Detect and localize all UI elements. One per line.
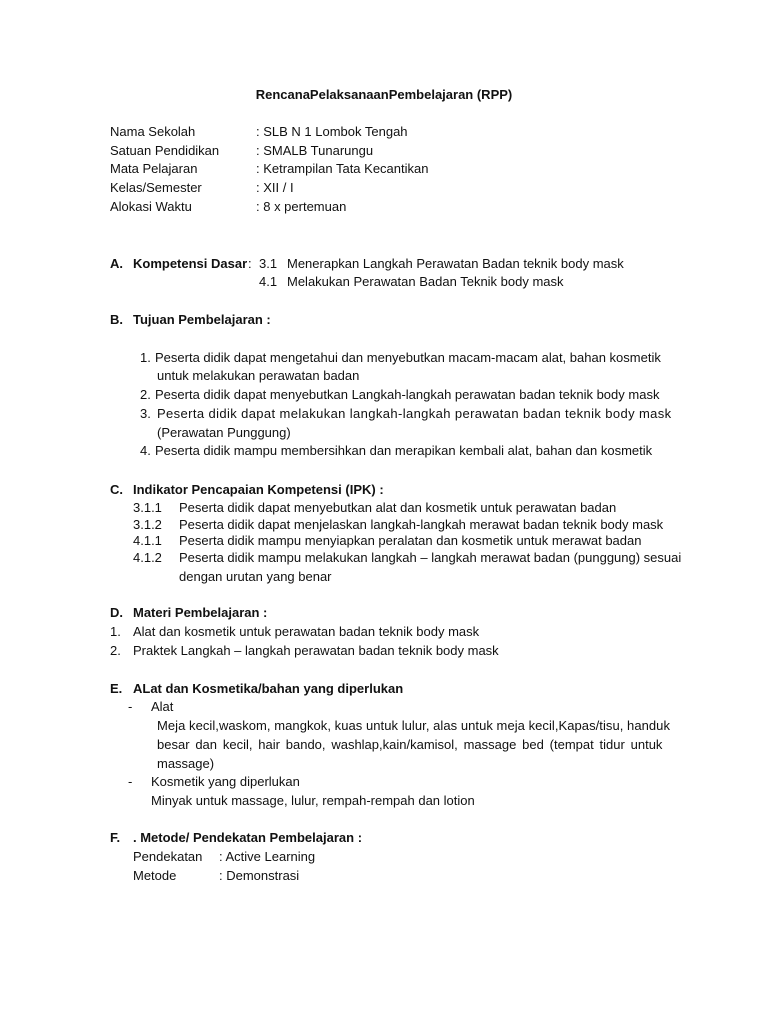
identity-label: Mata Pelajaran: [110, 161, 198, 176]
alat-line: Meja kecil,waskom, mangkok, kuas untuk lulur, alas untuk meja kecil,Kapas/tisu, handuk: [157, 718, 670, 733]
identity-label: Satuan Pendidikan: [110, 143, 220, 158]
ipk-line: Peserta didik dapat menyebutkan alat dan kosmetik untuk perawatan badan: [179, 500, 617, 515]
identity-value: : Ketrampilan Tata Kecantikan: [256, 161, 429, 176]
method-value: : Active Learning: [219, 849, 316, 864]
list-number: 1.: [140, 350, 151, 365]
list-line: Peserta didik mampu membersihkan dan merapikan kembali alat, bahan dan kosmetik: [155, 443, 653, 458]
list-line: Peserta didik dapat menyebutkan Langkah-langkah perawatan badan teknik body mask: [155, 387, 660, 402]
identity-value: : XII / I: [256, 180, 294, 195]
identity-value: : SMALB Tunarungu: [256, 143, 374, 158]
kd-text: Melakukan Perawatan Badan Teknik body mask: [287, 274, 564, 289]
section-letter: B.: [110, 312, 123, 327]
identity-label: Kelas/Semester: [110, 180, 202, 195]
ipk-line: dengan urutan yang benar: [179, 569, 332, 584]
kosmetik-label: Kosmetik yang diperlukan: [151, 774, 300, 789]
alat-line: besar dan kecil, hair bando, washlap,kain/kamisol, massage bed (tempat tidur untuk: [157, 737, 663, 752]
list-number: 3.: [140, 406, 151, 421]
list-number: 2.: [110, 643, 121, 658]
ipk-number: 3.1.2: [133, 517, 162, 532]
identity-value: : 8 x pertemuan: [256, 199, 347, 214]
list-line: Peserta didik dapat melakukan langkah-langkah perawatan badan teknik body mask: [157, 406, 672, 421]
method-label: Metode: [133, 868, 177, 883]
section-heading: . Metode/ Pendekatan Pembelajaran :: [133, 830, 363, 845]
section-heading: Tujuan Pembelajaran :: [133, 312, 271, 327]
section-letter: F.: [110, 830, 121, 845]
list-line: (Perawatan Punggung): [157, 425, 291, 440]
ipk-line: Peserta didik dapat menjelaskan langkah-langkah merawat badan teknik body mask: [179, 517, 664, 532]
identity-label: Alokasi Waktu: [110, 199, 192, 214]
dash-bullet: -: [128, 699, 133, 714]
section-heading: Kompetensi Dasar: [133, 256, 248, 271]
section-heading: Materi Pembelajaran :: [133, 605, 268, 620]
list-line: Alat dan kosmetik untuk perawatan badan teknik body mask: [133, 624, 480, 639]
list-line: untuk melakukan perawatan badan: [157, 368, 360, 383]
kd-number: 4.1: [259, 274, 278, 289]
ipk-number: 4.1.1: [133, 533, 162, 548]
list-number: 4.: [140, 443, 151, 458]
ipk-line: Peserta didik mampu melakukan langkah – langkah merawat badan (punggung) sesuai: [179, 550, 682, 565]
kosmetik-text: Minyak untuk massage, lulur, rempah-rempah dan lotion: [151, 793, 475, 808]
kd-text: Menerapkan Langkah Perawatan Badan teknik body mask: [287, 256, 624, 271]
list-number: 1.: [110, 624, 121, 639]
list-number: 2.: [140, 387, 151, 402]
section-heading: Indikator Pencapaian Kompetensi (IPK) :: [133, 482, 384, 497]
section-heading: ALat dan Kosmetika/bahan yang diperlukan: [133, 681, 404, 696]
section-letter: C.: [110, 482, 123, 497]
ipk-number: 3.1.1: [133, 500, 162, 515]
alat-label: Alat: [151, 699, 174, 714]
dash-bullet: -: [128, 774, 133, 789]
section-letter: A.: [110, 256, 123, 271]
alat-line: massage): [157, 756, 215, 771]
kd-number: 3.1: [259, 256, 278, 271]
ipk-number: 4.1.2: [133, 550, 162, 565]
method-value: : Demonstrasi: [219, 868, 300, 883]
section-letter: E.: [110, 681, 123, 696]
method-label: Pendekatan: [133, 849, 203, 864]
identity-label: Nama Sekolah: [110, 124, 196, 139]
section-colon: :: [248, 256, 252, 271]
list-line: Praktek Langkah – langkah perawatan badan teknik body mask: [133, 643, 499, 658]
ipk-line: Peserta didik mampu menyiapkan peralatan dan kosmetik untuk merawat badan: [179, 533, 642, 548]
section-letter: D.: [110, 605, 123, 620]
list-line: Peserta didik dapat mengetahui dan menyebutkan macam-macam alat, bahan kosmetik: [155, 350, 661, 365]
document-title: RencanaPelaksanaanPembelajaran (RPP): [255, 87, 513, 102]
identity-value: : SLB N 1 Lombok Tengah: [256, 124, 408, 139]
